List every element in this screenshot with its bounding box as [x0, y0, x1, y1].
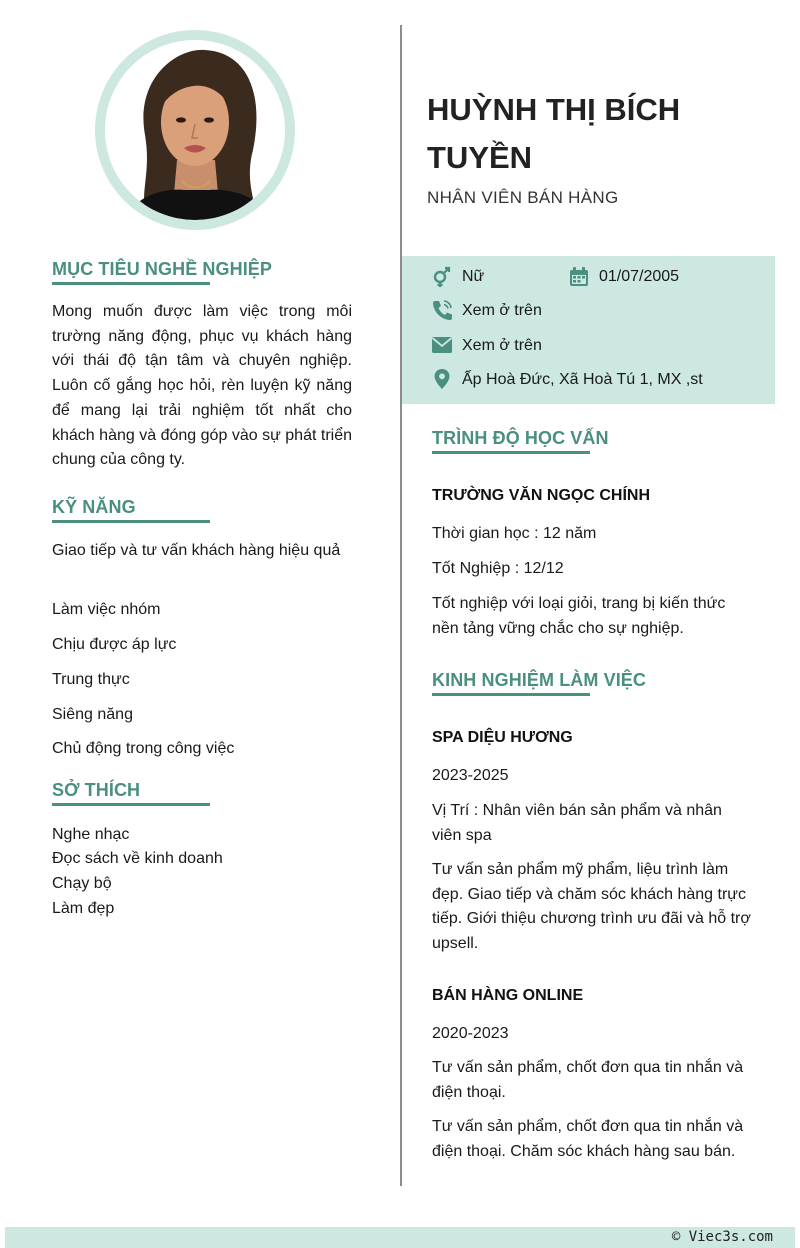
birthdate-value: 01/07/2005	[599, 268, 680, 285]
email-value: Xem ở trên	[462, 337, 542, 354]
education-underline	[432, 451, 590, 454]
job-period: 2020-2023	[432, 1025, 509, 1042]
job-position: Tư vấn sản phẩm, chốt đơn qua tin nhắn và điện thoại.	[432, 1059, 744, 1101]
skill-item: Chịu được áp lực	[52, 636, 177, 653]
gender-icon	[431, 266, 453, 288]
school-name: TRƯỜNG VĂN NGỌC CHÍNH	[432, 487, 651, 504]
objective-underline	[52, 282, 210, 285]
footer-credit: © Viec3s.com	[671, 1229, 773, 1245]
address-value: Ấp Hoà Đức, Xã Hoà Tú 1, MX ,st	[462, 371, 703, 388]
hobby-item: Làm đẹp	[52, 900, 115, 917]
experience-heading: KINH NGHIỆM LÀM VIỆC	[432, 670, 647, 690]
job-description: Tư vấn sản phẩm, chốt đơn qua tin nhắn và điện thoại. Chăm sóc khách hàng sau bán.	[432, 1118, 744, 1160]
skill-item: Giao tiếp và tư vấn khách hàng hiệu quả	[52, 542, 341, 559]
education-heading: TRÌNH ĐỘ HỌC VẤN	[432, 428, 609, 448]
hobby-item: Đọc sách về kinh doanh	[52, 850, 223, 867]
profile-photo	[105, 40, 285, 220]
skill-item: Làm việc nhóm	[52, 601, 161, 618]
job-company: SPA DIỆU HƯƠNG	[432, 729, 573, 746]
objective-heading: MỤC TIÊU NGHỀ NGHIỆP	[52, 259, 273, 279]
job-position: Vị Trí : Nhân viên bán sản phẩm và nhân viên spa	[432, 802, 722, 844]
avatar-frame	[95, 30, 295, 230]
skills-heading: KỸ NĂNG	[52, 497, 136, 517]
footer-bar	[5, 1227, 795, 1248]
hobbies-underline	[52, 803, 210, 806]
hobbies-heading: SỞ THÍCH	[52, 780, 141, 800]
email-icon	[431, 334, 453, 356]
experience-underline	[432, 693, 590, 696]
hobby-item: Chạy bộ	[52, 875, 112, 892]
skills-underline	[52, 520, 210, 523]
avatar	[105, 40, 285, 220]
skill-item: Trung thực	[52, 671, 130, 688]
study-duration: Thời gian học : 12 năm	[432, 525, 597, 542]
candidate-title: NHÂN VIÊN BÁN HÀNG	[427, 188, 619, 207]
phone-value: Xem ở trên	[462, 302, 542, 319]
objective-text: Mong muốn được làm việc trong môi trường năng động, phục vụ khách hàng với thái độ tận tâm và chuyên nghiệp. Luôn cố gắng học hỏi, rèn luyện kỹ năng để mang lại trải nghiệm tốt nhất cho khách hàng và đóng góp vào sự phát triển chung của công ty.	[52, 303, 352, 469]
hobby-item: Nghe nhạc	[52, 826, 130, 843]
skill-item: Chủ động trong công việc	[52, 740, 235, 757]
skill-item: Siêng năng	[52, 706, 133, 723]
calendar-icon	[568, 266, 590, 288]
job-company: BÁN HÀNG ONLINE	[432, 987, 584, 1004]
phone-icon	[431, 299, 453, 321]
location-pin-icon	[431, 368, 453, 390]
gender-value: Nữ	[462, 268, 485, 285]
job-description: Tư vấn sản phẩm mỹ phẩm, liệu trình làm đẹp. Giao tiếp và chăm sóc khách hàng trực tiếp. Giới thiệu chương trình ưu đãi và hỗ trợ upsell.	[432, 861, 751, 952]
job-period: 2023-2025	[432, 767, 509, 784]
graduation: Tốt Nghiệp : 12/12	[432, 560, 564, 577]
education-description: Tốt nghiệp với loại giỏi, trang bị kiến thức nền tảng vững chắc cho sự nghiệp.	[432, 595, 726, 637]
column-divider	[400, 25, 402, 1186]
candidate-name: HUỲNH THỊ BÍCH TUYỀN	[427, 92, 681, 175]
